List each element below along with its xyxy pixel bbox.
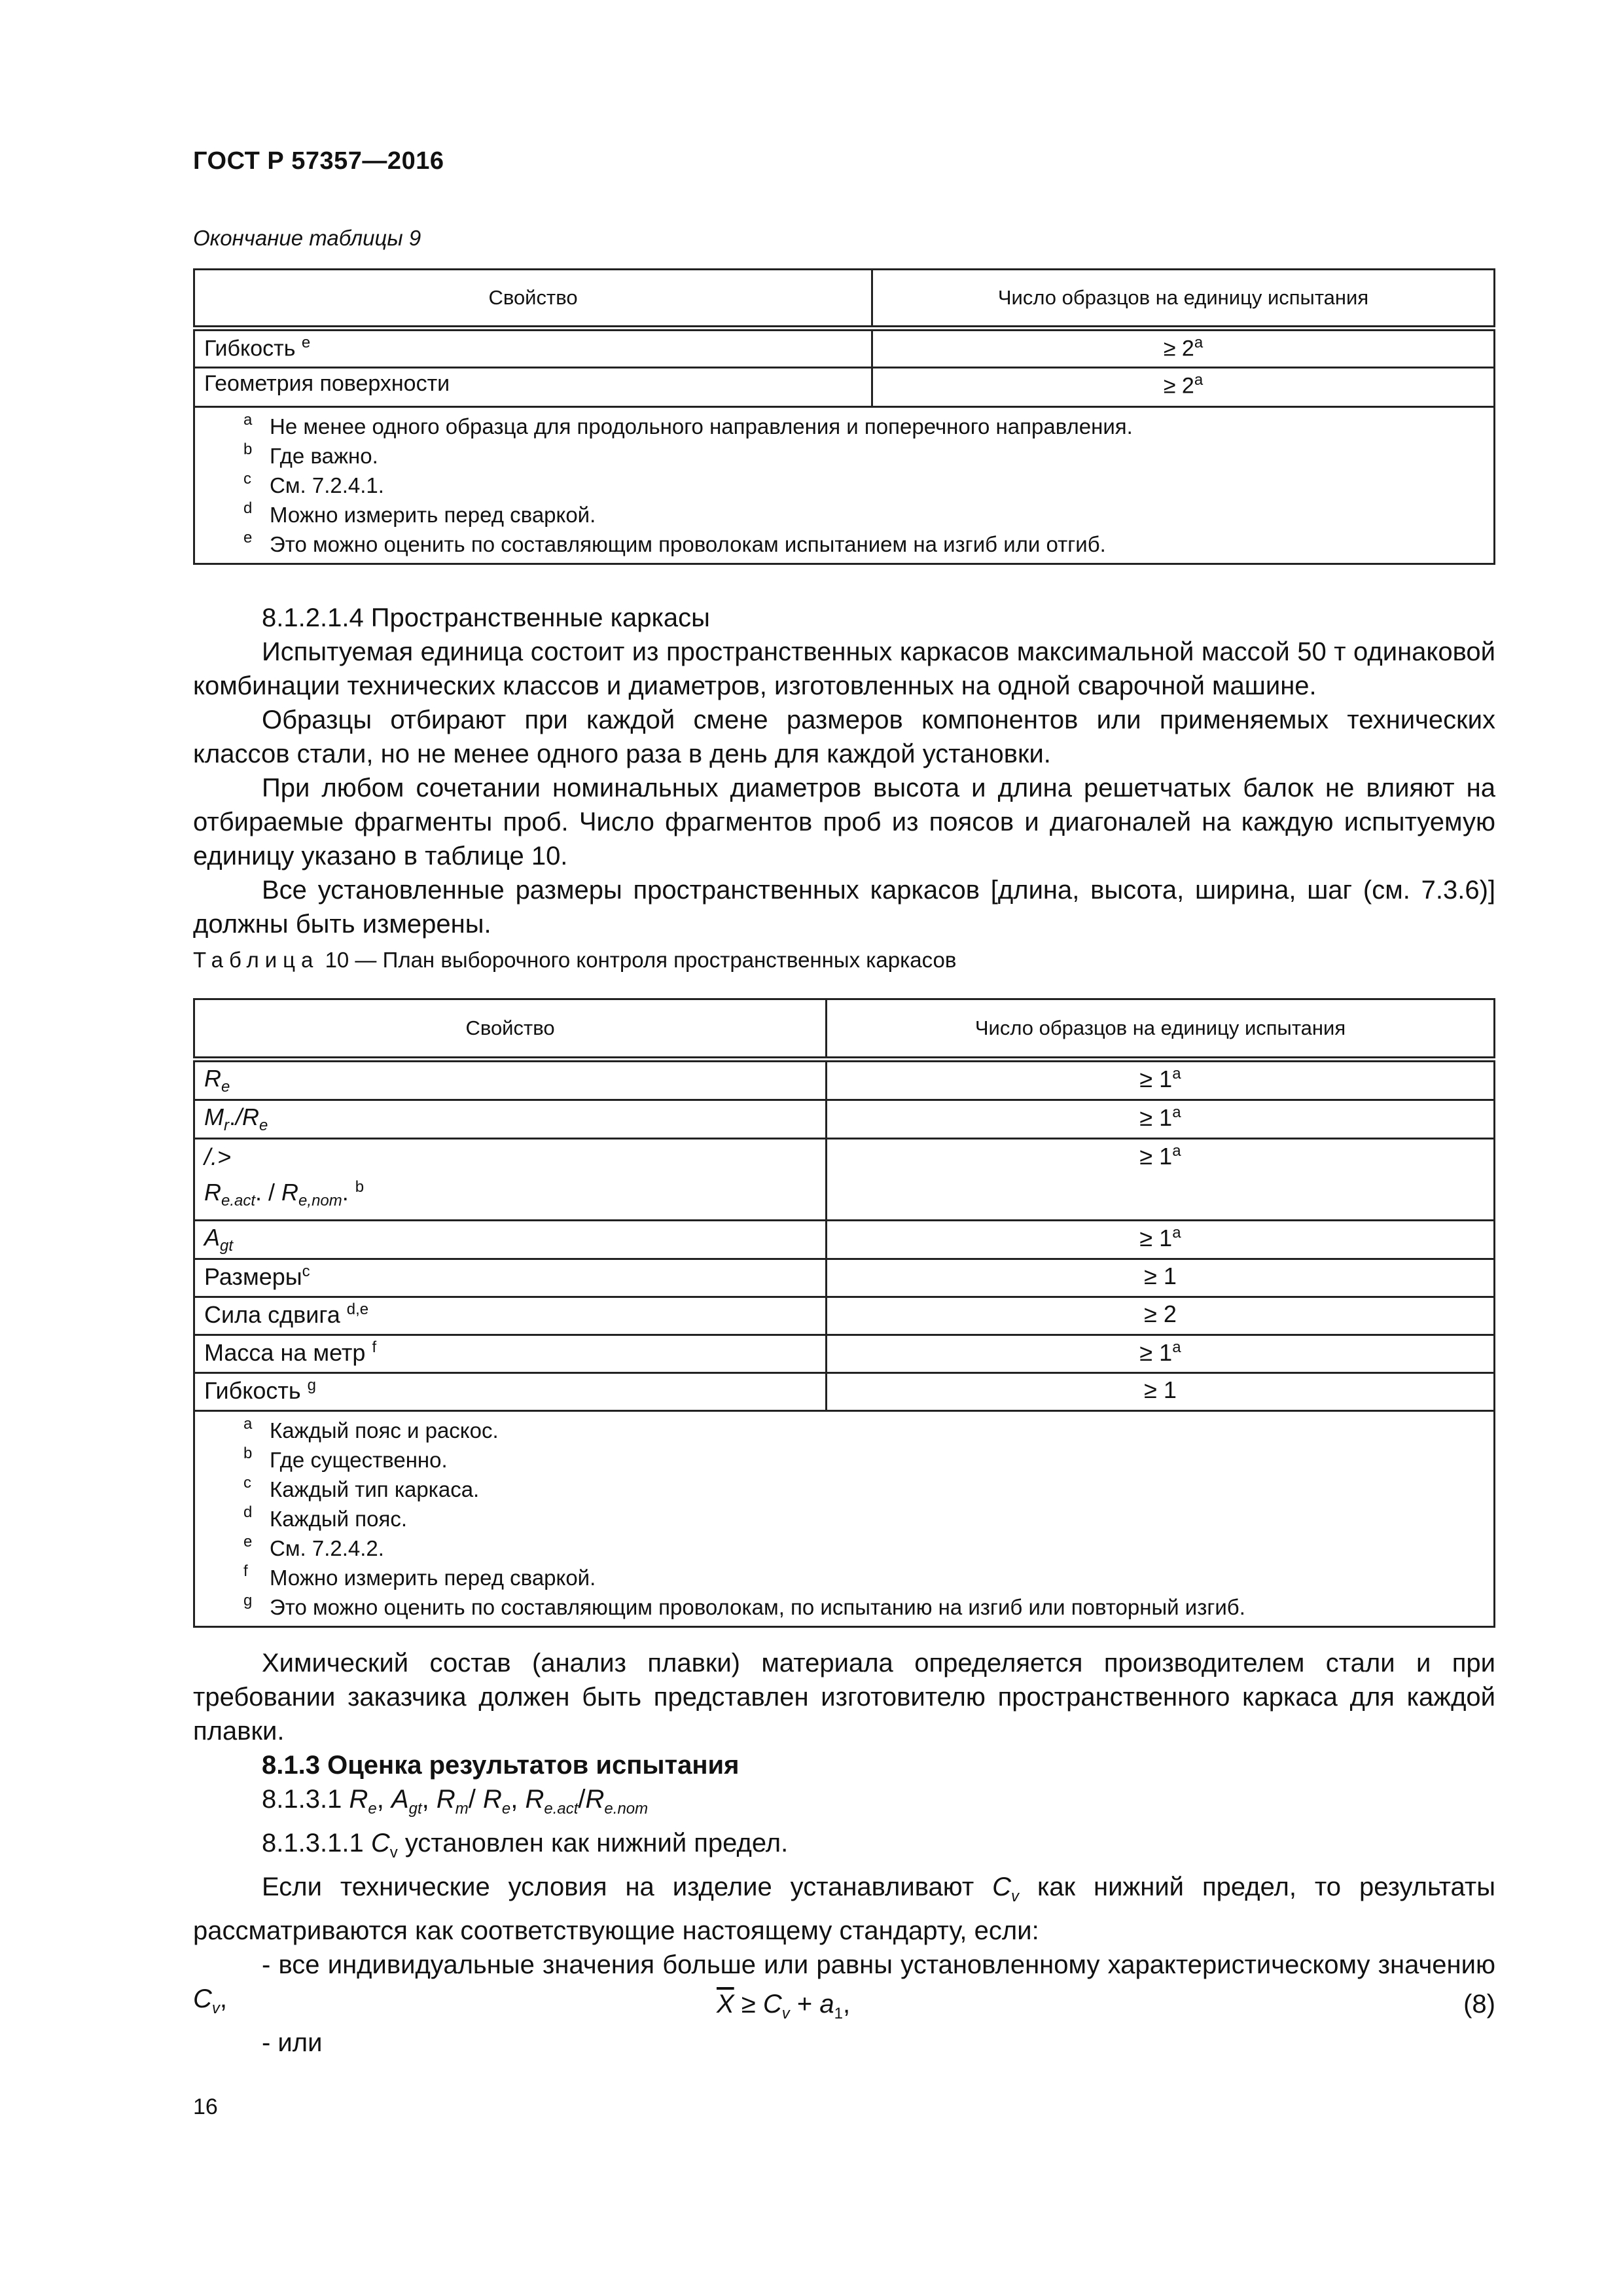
formula-number: (8) <box>1463 1990 1495 2018</box>
paragraph: Образцы отбирают при каждой смене размеров компонентов или применяемых технических классов стали, но не менее одного раза в день для каждой установки. <box>193 706 1495 768</box>
subsection-8-1-3-1-1: 8.1.3.1.1 $C_v$ установлен как нижний предел. <box>262 1829 789 1861</box>
header-property: Свойство <box>194 999 827 1060</box>
footnote: e См. 7.2.4.2. <box>243 1532 384 1560</box>
subsection-8-1-3-1: 8.1.3.1 $R_e$, $A_{gt}$, $R_m/$ $R_e$, $R_{e.act}/R_{e.nom}$ <box>262 1785 649 1818</box>
row-property: /.> $R_{e.act}$. / $R_{e,nom}$. $^b$ <box>194 1139 827 1220</box>
footnote: a Каждый пояс и раскос. <box>243 1414 499 1443</box>
table-row <box>194 1335 1495 1372</box>
row-value: ≥ 1 <box>827 1372 1495 1410</box>
footnote: a Не менее одного образца для продольного направления и поперечного направления. <box>243 411 1133 439</box>
table9-continuation-caption: Окончание таблицы 9 <box>193 226 421 250</box>
formula-8: $\overline{X} \ge C_v + a_1$, <box>717 1990 851 2022</box>
table-row <box>194 1060 1495 1100</box>
row-property: Геометрия поверхности <box>194 368 872 407</box>
table-row <box>194 1139 1495 1220</box>
list-item: - или <box>262 2028 323 2057</box>
footnote: e Это можно оценить по составляющим проволокам испытанием на изгиб или отгиб. <box>243 529 1106 556</box>
table-row <box>194 1297 1495 1335</box>
row-property: Размеры$^c$ <box>194 1259 827 1297</box>
row-property: $M_r./R_e$ <box>194 1100 827 1139</box>
footnote: c См. 7.2.4.1. <box>243 470 384 497</box>
paragraph: Если технические условия на изделие устанавливают $C_v$ как нижний предел, то результаты рассматриваются как соответствующие настоящему стандарту, если: <box>193 1873 1495 1945</box>
row-property: $R_e$ <box>194 1060 827 1100</box>
row-value: ≥ 2 <box>827 1297 1495 1335</box>
footnote: d Каждый пояс. <box>243 1503 407 1531</box>
header-samples: Число образцов на единицу испытания <box>872 270 1495 329</box>
paragraph: Все установленные размеры пространственных каркасов [длина, высота, ширина, шаг (см. 7.3.6)] должны быть измерены. <box>193 876 1495 939</box>
row-value: ≥ $2^a$ <box>872 368 1495 407</box>
section-title: 8.1.3 Оценка результатов испытания <box>262 1751 740 1780</box>
table-row <box>194 368 1495 407</box>
table-row <box>194 1259 1495 1297</box>
paragraph: Химический состав (анализ плавки) материала определяется производителем стали и при требовании заказчика должен быть представлен изготовителю пространственного каркаса для каждой плавки. <box>193 1649 1495 1746</box>
table-header-row <box>194 999 1495 1060</box>
row-value: ≥ $2^a$ <box>872 329 1495 368</box>
footnote: c Каждый тип каркаса. <box>243 1473 480 1501</box>
table-10 <box>193 998 1495 1628</box>
section-8-1-2-1-4 <box>193 601 1495 941</box>
table-9 <box>193 268 1495 565</box>
table-notes-row <box>194 407 1495 564</box>
table-header-row <box>194 270 1495 329</box>
header-samples: Число образцов на единицу испытания <box>827 999 1495 1060</box>
document-id: ГОСТ Р 57357—2016 <box>193 147 444 175</box>
row-value: ≥ $1^a$ <box>827 1100 1495 1139</box>
section-title: 8.1.2.1.4 Пространственные каркасы <box>262 603 710 632</box>
table-row <box>194 1372 1495 1410</box>
header-property: Свойство <box>194 270 872 329</box>
table-row <box>194 1220 1495 1259</box>
footnote: g Это можно оценить по составляющим проволокам, по испытанию на изгиб или повторный изгиб. <box>243 1591 1245 1619</box>
footnote: b Где существенно. <box>243 1444 448 1472</box>
paragraph: Испытуемая единица состоит из пространственных каркасов максимальной массой 50 т одинаковой комбинации технических классов и диаметров, изготовленных на одной сварочной машине. <box>193 637 1495 700</box>
row-value: ≥ $1^a$ <box>827 1335 1495 1372</box>
table-row <box>194 1100 1495 1139</box>
table-notes <box>194 1410 1495 1626</box>
table-notes <box>194 407 1495 564</box>
list-item: - все индивидуальные значения больше или равны установленному характеристическому значению $C_v$, <box>193 1950 1495 2017</box>
row-property: $A_{gt}$ <box>194 1220 827 1259</box>
paragraph: При любом сочетании номинальных диаметров высота и длина решетчатых балок не влияют на отбираемые фрагменты проб. Число фрагментов проб из поясов и диагоналей на каждую испытуемую единицу указано в таблице 10. <box>193 774 1495 870</box>
table-row <box>194 329 1495 368</box>
row-value: ≥ $1^a$ <box>827 1220 1495 1259</box>
table10-caption: Таблица 10 — План выборочного контроля пространственных каркасов <box>193 948 957 972</box>
row-property: Гибкость $^g$ <box>194 1372 827 1410</box>
footnote: f Можно измерить перед сваркой. <box>243 1562 596 1590</box>
document-page <box>193 0 1495 2296</box>
row-property: Гибкость $^e$ <box>194 329 872 368</box>
page-number: 16 <box>193 2094 218 2119</box>
table-notes-row <box>194 1410 1495 1626</box>
footnote: d Можно измерить перед сваркой. <box>243 499 596 527</box>
row-value: ≥ 1 <box>827 1259 1495 1297</box>
row-property: Сила сдвига $^{d,e}$ <box>194 1297 827 1335</box>
row-property: Масса на метр $^f$ <box>194 1335 827 1372</box>
footnote: b Где важно. <box>243 440 378 468</box>
row-value: ≥ $1^a$ <box>827 1139 1495 1220</box>
row-value: ≥ $1^a$ <box>827 1060 1495 1100</box>
